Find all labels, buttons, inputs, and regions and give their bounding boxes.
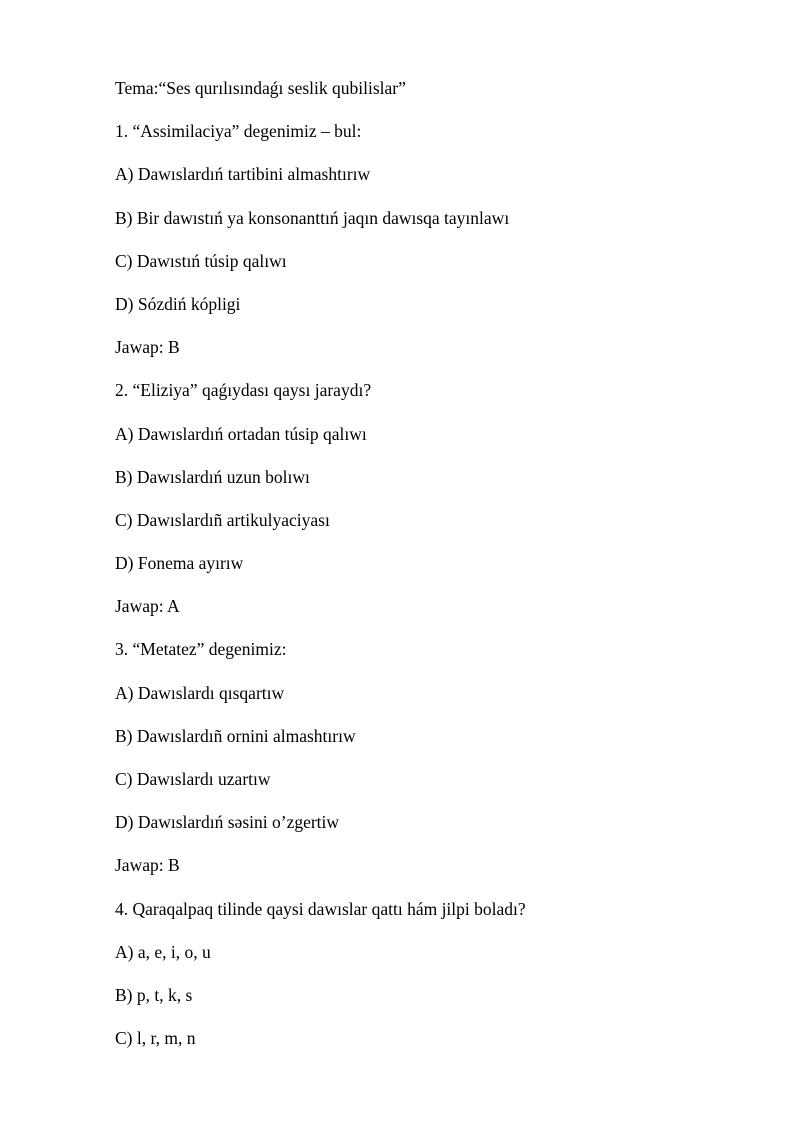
answer-2: Jawap: A	[115, 596, 180, 617]
option-4b: B) p, t, k, s	[115, 984, 193, 1005]
option-3d: D) Dawıslardıń səsini o’zgertiw	[115, 812, 340, 833]
question-4: 4. Qaraqalpaq tilinde qaysi dawıslar qattı hám jilpi boladı?	[115, 898, 526, 919]
answer-3: Jawap: B	[115, 855, 180, 876]
option-1d: D) Sózdiń kópligi	[115, 293, 241, 314]
option-2d: D) Fonema ayırıw	[115, 553, 244, 574]
document-title: Tema:“Ses qurılısındaǵı seslik qubilislar”	[115, 78, 406, 98]
option-2c: C) Dawıslardıñ artikulyaciyası	[115, 509, 330, 530]
option-3c: C) Dawıslardı uzartıw	[115, 769, 271, 789]
option-3b: B) Dawıslardıñ ornini almashtırıw	[115, 725, 356, 746]
option-1a: A) Dawıslardıń tartibini almashtırıw	[115, 164, 371, 185]
option-4c: C) l, r, m, n	[115, 1028, 196, 1049]
question-3: 3. “Metatez” degenimiz:	[115, 639, 287, 660]
document-body	[115, 76, 715, 1069]
option-2a: A) Dawıslardıń ortadan túsip qalıwı	[115, 423, 367, 444]
question-2: 2. “Eliziya” qaǵıydası qaysı jaraydı?	[115, 380, 372, 401]
option-1b: B) Bir dawıstıń ya konsonanttıń jaqın dawısqa tayınlawı	[115, 207, 510, 228]
answer-1: Jawap: B	[115, 337, 180, 358]
option-2b: B) Dawıslardıń uzun bolıwı	[115, 466, 310, 487]
option-1c: C) Dawıstıń túsip qalıwı	[115, 250, 287, 271]
question-1: 1. “Assimilaciya” degenimiz – bul:	[115, 121, 362, 142]
option-4a: A) a, e, i, o, u	[115, 941, 211, 962]
option-3a: A) Dawıslardı qısqartıw	[115, 682, 285, 703]
